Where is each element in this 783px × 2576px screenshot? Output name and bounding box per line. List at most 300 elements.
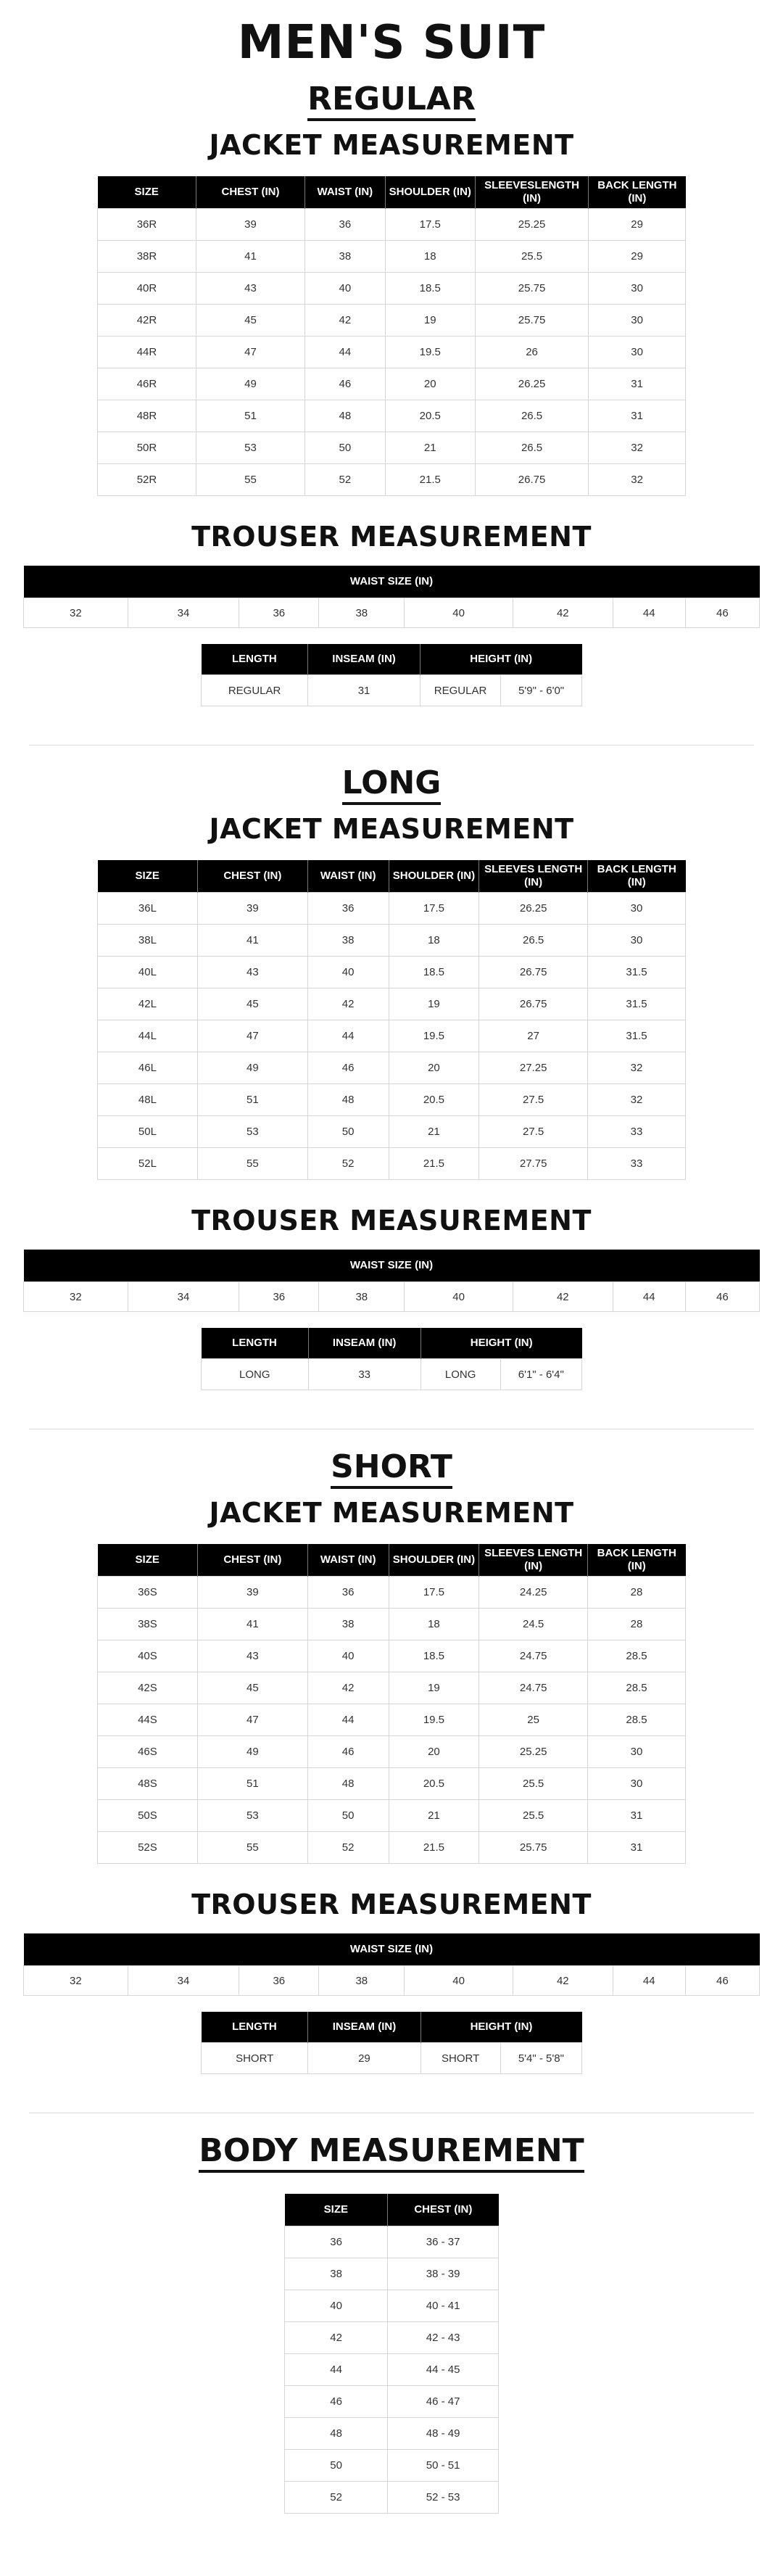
table-row (285, 2418, 499, 2450)
table-cell: 42R (98, 305, 196, 337)
col-sleeves-length: SLEEVESLENGTH (IN) (475, 176, 588, 209)
table-cell: 45 (197, 1672, 307, 1704)
table-cell: 32 (587, 1052, 685, 1084)
table-cell: 27.75 (479, 1148, 588, 1180)
table-row (98, 1800, 686, 1832)
trouser-title-long: TROUSER MEASUREMENT (191, 1205, 592, 1237)
col-chest: CHEST (IN) (197, 1544, 307, 1577)
table-row (98, 988, 686, 1020)
col-height: HEIGHT (IN) (420, 2012, 581, 2043)
waist-table-regular (23, 566, 760, 628)
table-row (98, 464, 686, 496)
table-cell: 19.5 (385, 337, 475, 368)
table-row (98, 1704, 686, 1736)
table-cell: 26.5 (479, 925, 588, 957)
table-cell: 36 - 37 (388, 2226, 499, 2258)
long-trouser-title-wrap (0, 1205, 783, 1237)
table-row (98, 1052, 686, 1084)
height-label-cell: REGULAR (420, 675, 500, 706)
table-cell: 21.5 (389, 1148, 479, 1180)
table-cell: 44 (305, 337, 386, 368)
table-cell: 40R (98, 273, 196, 305)
table-cell: 38 (305, 241, 386, 273)
table-cell: 27.5 (479, 1116, 588, 1148)
table-cell: 39 (197, 893, 307, 925)
table-row (98, 1148, 686, 1180)
col-waist: WAIST (IN) (305, 176, 386, 209)
short-jacket-title-wrap (0, 1497, 783, 1529)
table-cell: 39 (196, 209, 304, 241)
table-cell: 51 (196, 400, 304, 432)
col-size: SIZE (285, 2194, 388, 2226)
table-cell: 46L (98, 1052, 198, 1084)
table-cell: 20.5 (389, 1084, 479, 1116)
inseam-cell: 29 (308, 2043, 420, 2074)
waist-header: WAIST SIZE (IN) (24, 566, 760, 598)
table-row (98, 1084, 686, 1116)
inseam-cell: 31 (308, 675, 420, 706)
table-cell: 31 (587, 1832, 685, 1864)
table-cell: 36S (98, 1577, 198, 1609)
table-cell: 30 (587, 1736, 685, 1768)
table-cell: 24.5 (479, 1609, 588, 1640)
table-cell: 45 (196, 305, 304, 337)
table-row (98, 1609, 686, 1640)
table-cell: 46 (307, 1052, 389, 1084)
table-cell: 24.75 (479, 1672, 588, 1704)
table-cell: 33 (587, 1148, 685, 1180)
regular-jacket-body (98, 209, 686, 496)
long-jacket-title-wrap (0, 813, 783, 845)
section-divider (29, 745, 754, 746)
table-cell: 30 (589, 273, 686, 305)
table-cell: 30 (587, 1768, 685, 1800)
table-cell: 40 (305, 273, 386, 305)
table-cell: 20 (385, 368, 475, 400)
table-cell: 36R (98, 209, 196, 241)
col-sleeves-length: SLEEVES LENGTH (IN) (479, 860, 588, 893)
table-row (98, 273, 686, 305)
table-cell: 31 (589, 400, 686, 432)
waist-cell: 38 (319, 1282, 405, 1312)
table-header-row (98, 1544, 686, 1577)
table-cell: 29 (589, 241, 686, 273)
waist-table-long (23, 1250, 760, 1312)
table-cell: 25.75 (475, 273, 588, 305)
body-table-wrap (0, 2194, 783, 2514)
section-title-short: SHORT (331, 1449, 452, 1489)
height-range-cell: 5'9" - 6'0" (501, 675, 582, 706)
table-cell: 41 (196, 241, 304, 273)
table-cell: 48R (98, 400, 196, 432)
table-cell: 25.5 (479, 1768, 588, 1800)
table-row (285, 2354, 499, 2386)
table-cell: 42 (305, 305, 386, 337)
length-table-regular (201, 644, 582, 706)
table-cell: 43 (197, 957, 307, 988)
short-jacket-table-wrap (0, 1544, 783, 1864)
table-cell: 26.25 (475, 368, 588, 400)
table-cell: 40 (285, 2290, 388, 2322)
height-range-cell: 6'1" - 6'4" (500, 1359, 581, 1390)
col-height: HEIGHT (IN) (420, 1328, 581, 1359)
table-cell: 32 (589, 432, 686, 464)
table-cell: 40 (307, 1640, 389, 1672)
waist-cell: 34 (128, 1966, 239, 1996)
table-row (98, 209, 686, 241)
table-row (98, 957, 686, 988)
table-cell: 19.5 (389, 1020, 479, 1052)
length-cell: SHORT (202, 2043, 308, 2074)
body-heading-wrap (0, 2133, 783, 2173)
table-cell: 44 (307, 1704, 389, 1736)
table-cell: 50 - 51 (388, 2450, 499, 2482)
col-inseam: INSEAM (IN) (308, 1328, 420, 1359)
table-row (98, 1640, 686, 1672)
waist-header: WAIST SIZE (IN) (24, 1933, 760, 1966)
waist-cell: 38 (319, 598, 405, 628)
col-height: HEIGHT (IN) (420, 644, 581, 675)
table-cell: 44S (98, 1704, 198, 1736)
table-cell: 18 (389, 1609, 479, 1640)
table-cell: 45 (197, 988, 307, 1020)
height-range-cell: 5'4" - 5'8" (500, 2043, 581, 2074)
table-cell: 17.5 (389, 1577, 479, 1609)
table-cell: 40 (307, 957, 389, 988)
table-row (98, 1736, 686, 1768)
table-cell: 50R (98, 432, 196, 464)
inseam-cell: 33 (308, 1359, 420, 1390)
waist-cell: 44 (613, 598, 685, 628)
table-cell: 31.5 (587, 1020, 685, 1052)
table-cell: 55 (197, 1832, 307, 1864)
col-back-length: BACK LENGTH (IN) (587, 1544, 685, 1577)
table-cell: 33 (587, 1116, 685, 1148)
table-cell: 31 (587, 1800, 685, 1832)
table-cell: 46S (98, 1736, 198, 1768)
table-row (98, 925, 686, 957)
table-cell: 20 (389, 1052, 479, 1084)
table-row (285, 2258, 499, 2290)
col-length: LENGTH (202, 2012, 308, 2043)
short-jacket-body (98, 1577, 686, 1864)
col-inseam: INSEAM (IN) (308, 2012, 420, 2043)
table-cell: 19 (385, 305, 475, 337)
table-cell: 51 (197, 1768, 307, 1800)
waist-cell: 44 (613, 1966, 685, 1996)
table-cell: 52 (307, 1148, 389, 1180)
waist-cell: 32 (24, 598, 128, 628)
table-cell: 28 (587, 1577, 685, 1609)
table-row (98, 1020, 686, 1052)
table-cell: 30 (587, 893, 685, 925)
table-cell: 21.5 (385, 464, 475, 496)
table-cell: 25.25 (475, 209, 588, 241)
table-cell: 38R (98, 241, 196, 273)
table-cell: 32 (587, 1084, 685, 1116)
jacket-table-regular (97, 176, 686, 496)
table-cell: 32 (589, 464, 686, 496)
table-row (98, 1116, 686, 1148)
waist-cell: 32 (24, 1282, 128, 1312)
col-size: SIZE (98, 860, 198, 893)
regular-waist-table-wrap (0, 566, 783, 628)
table-cell: 52 (285, 2482, 388, 2514)
table-cell: 48S (98, 1768, 198, 1800)
table-cell: 28.5 (587, 1672, 685, 1704)
table-row (98, 1672, 686, 1704)
table-cell: 38 - 39 (388, 2258, 499, 2290)
table-cell: 43 (196, 273, 304, 305)
col-size: SIZE (98, 1544, 198, 1577)
table-row (285, 2322, 499, 2354)
table-cell: 48L (98, 1084, 198, 1116)
table-row (98, 400, 686, 432)
table-cell: 20.5 (389, 1768, 479, 1800)
table-cell: 21 (389, 1800, 479, 1832)
table-cell: 20.5 (385, 400, 475, 432)
table-cell: 55 (196, 464, 304, 496)
table-cell: 48 (307, 1084, 389, 1116)
long-waist-table-wrap (0, 1250, 783, 1312)
table-row (98, 893, 686, 925)
table-cell: 26.75 (475, 464, 588, 496)
table-cell: 18.5 (389, 957, 479, 988)
table-cell: 40 - 41 (388, 2290, 499, 2322)
waist-row (24, 1282, 760, 1312)
table-cell: 18 (389, 925, 479, 957)
length-row (202, 675, 582, 706)
table-cell: 26 (475, 337, 588, 368)
long-jacket-table-wrap (0, 860, 783, 1180)
short-trouser-title-wrap (0, 1888, 783, 1920)
table-cell: 20 (389, 1736, 479, 1768)
table-cell: 36L (98, 893, 198, 925)
waist-cell: 36 (239, 598, 319, 628)
waist-header: WAIST SIZE (IN) (24, 1250, 760, 1282)
table-row (98, 241, 686, 273)
table-cell: 42 (307, 1672, 389, 1704)
table-cell: 46R (98, 368, 196, 400)
table-cell: 53 (197, 1800, 307, 1832)
table-cell: 53 (196, 432, 304, 464)
table-cell: 50 (307, 1800, 389, 1832)
table-cell: 50L (98, 1116, 198, 1148)
table-cell: 36 (305, 209, 386, 241)
col-back-length: BACK LENGTH (IN) (587, 860, 685, 893)
table-row (98, 1577, 686, 1609)
table-cell: 31.5 (587, 957, 685, 988)
trouser-title-short: TROUSER MEASUREMENT (191, 1888, 592, 1920)
table-row (285, 2482, 499, 2514)
table-cell: 42 (285, 2322, 388, 2354)
table-cell: 26.75 (479, 988, 588, 1020)
table-cell: 27.5 (479, 1084, 588, 1116)
waist-cell: 34 (128, 598, 239, 628)
table-header-row (98, 176, 686, 209)
table-cell: 25.75 (475, 305, 588, 337)
table-cell: 51 (197, 1084, 307, 1116)
jacket-table-short (97, 1544, 686, 1864)
waist-cell: 46 (685, 1966, 759, 1996)
page-title-wrap (0, 16, 783, 70)
section-title-body: BODY MEASUREMENT (199, 2133, 584, 2173)
table-row (98, 1768, 686, 1800)
table-cell: 42L (98, 988, 198, 1020)
table-cell: 19 (389, 1672, 479, 1704)
col-waist: WAIST (IN) (307, 1544, 389, 1577)
length-cell: REGULAR (202, 675, 308, 706)
length-cell: LONG (202, 1359, 309, 1390)
table-cell: 28.5 (587, 1640, 685, 1672)
waist-cell: 40 (405, 1966, 513, 1996)
table-cell: 52S (98, 1832, 198, 1864)
table-cell: 30 (587, 925, 685, 957)
waist-row (24, 598, 760, 628)
table-row (98, 1832, 686, 1864)
table-cell: 21 (385, 432, 475, 464)
table-cell: 25.5 (475, 241, 588, 273)
table-cell: 17.5 (385, 209, 475, 241)
table-cell: 50S (98, 1800, 198, 1832)
col-back-length: BACK LENGTH (IN) (589, 176, 686, 209)
short-waist-table-wrap (0, 1933, 783, 1996)
trouser-title-regular: TROUSER MEASUREMENT (191, 521, 592, 553)
table-cell: 44 - 45 (388, 2354, 499, 2386)
table-cell: 44 (285, 2354, 388, 2386)
table-cell: 50 (307, 1116, 389, 1148)
table-cell: 25.75 (479, 1832, 588, 1864)
table-cell: 46 (307, 1736, 389, 1768)
long-length-table-wrap (0, 1328, 783, 1390)
table-cell: 36 (307, 893, 389, 925)
long-jacket-body (98, 893, 686, 1180)
table-cell: 25.25 (479, 1736, 588, 1768)
col-sleeves-length: SLEEVES LENGTH (IN) (479, 1544, 588, 1577)
table-cell: 43 (197, 1640, 307, 1672)
table-cell: 41 (197, 925, 307, 957)
col-chest: CHEST (IN) (196, 176, 304, 209)
table-row (285, 2226, 499, 2258)
body-measurement-body (285, 2226, 499, 2514)
table-cell: 53 (197, 1116, 307, 1148)
waist-row (24, 1966, 760, 1996)
table-cell: 17.5 (389, 893, 479, 925)
table-cell: 28.5 (587, 1704, 685, 1736)
table-cell: 52 (307, 1832, 389, 1864)
table-cell: 24.25 (479, 1577, 588, 1609)
short-length-table-wrap (0, 2012, 783, 2074)
jacket-table-long (97, 860, 686, 1180)
table-cell: 21.5 (389, 1832, 479, 1864)
table-cell: 25 (479, 1704, 588, 1736)
waist-cell: 42 (513, 598, 613, 628)
waist-table-short (23, 1933, 760, 1996)
section-title-regular: REGULAR (307, 81, 476, 121)
table-cell: 29 (589, 209, 686, 241)
table-cell: 47 (197, 1704, 307, 1736)
body-measurement-table (284, 2194, 499, 2514)
table-cell: 47 (197, 1020, 307, 1052)
height-label-cell: LONG (420, 1359, 500, 1390)
table-cell: 42S (98, 1672, 198, 1704)
table-cell: 48 - 49 (388, 2418, 499, 2450)
table-cell: 46 (305, 368, 386, 400)
table-row (98, 368, 686, 400)
section-title-long: LONG (342, 765, 442, 805)
table-row (98, 305, 686, 337)
regular-trouser-title-wrap (0, 521, 783, 553)
table-cell: 38 (307, 925, 389, 957)
table-cell: 25.5 (479, 1800, 588, 1832)
waist-cell: 44 (613, 1282, 685, 1312)
col-waist: WAIST (IN) (307, 860, 389, 893)
waist-cell: 46 (685, 598, 759, 628)
table-cell: 50 (305, 432, 386, 464)
height-label-cell: SHORT (420, 2043, 500, 2074)
table-row (285, 2386, 499, 2418)
table-row (285, 2290, 499, 2322)
table-row (285, 2450, 499, 2482)
col-inseam: INSEAM (IN) (308, 644, 420, 675)
table-cell: 27 (479, 1020, 588, 1052)
table-cell: 49 (197, 1052, 307, 1084)
table-cell: 49 (197, 1736, 307, 1768)
table-cell: 44 (307, 1020, 389, 1052)
table-row (98, 337, 686, 368)
table-row (98, 432, 686, 464)
table-cell: 41 (197, 1609, 307, 1640)
length-table-long (201, 1328, 582, 1390)
table-cell: 31.5 (587, 988, 685, 1020)
col-chest: CHEST (IN) (197, 860, 307, 893)
col-shoulder: SHOULDER (IN) (389, 1544, 479, 1577)
length-row (202, 2043, 582, 2074)
table-cell: 48 (305, 400, 386, 432)
table-cell: 24.75 (479, 1640, 588, 1672)
col-length: LENGTH (202, 644, 308, 675)
table-cell: 38 (307, 1609, 389, 1640)
table-cell: 38L (98, 925, 198, 957)
table-header-row (98, 860, 686, 893)
table-cell: 26.75 (479, 957, 588, 988)
table-cell: 30 (589, 337, 686, 368)
table-cell: 44R (98, 337, 196, 368)
table-cell: 26.5 (475, 432, 588, 464)
table-cell: 50 (285, 2450, 388, 2482)
waist-cell: 40 (405, 1282, 513, 1312)
length-row (202, 1359, 582, 1390)
waist-cell: 42 (513, 1966, 613, 1996)
waist-cell: 34 (128, 1282, 239, 1312)
waist-cell: 46 (685, 1282, 759, 1312)
table-cell: 18 (385, 241, 475, 273)
regular-heading-wrap (0, 81, 783, 121)
table-cell: 36 (285, 2226, 388, 2258)
col-size: SIZE (98, 176, 196, 209)
table-cell: 38 (285, 2258, 388, 2290)
table-cell: 38S (98, 1609, 198, 1640)
jacket-title-long: JACKET MEASUREMENT (209, 813, 574, 845)
table-cell: 48 (285, 2418, 388, 2450)
table-cell: 46 (285, 2386, 388, 2418)
table-cell: 44L (98, 1020, 198, 1052)
table-cell: 19 (389, 988, 479, 1020)
table-cell: 46 - 47 (388, 2386, 499, 2418)
table-cell: 19.5 (389, 1704, 479, 1736)
table-cell: 30 (589, 305, 686, 337)
table-cell: 40L (98, 957, 198, 988)
